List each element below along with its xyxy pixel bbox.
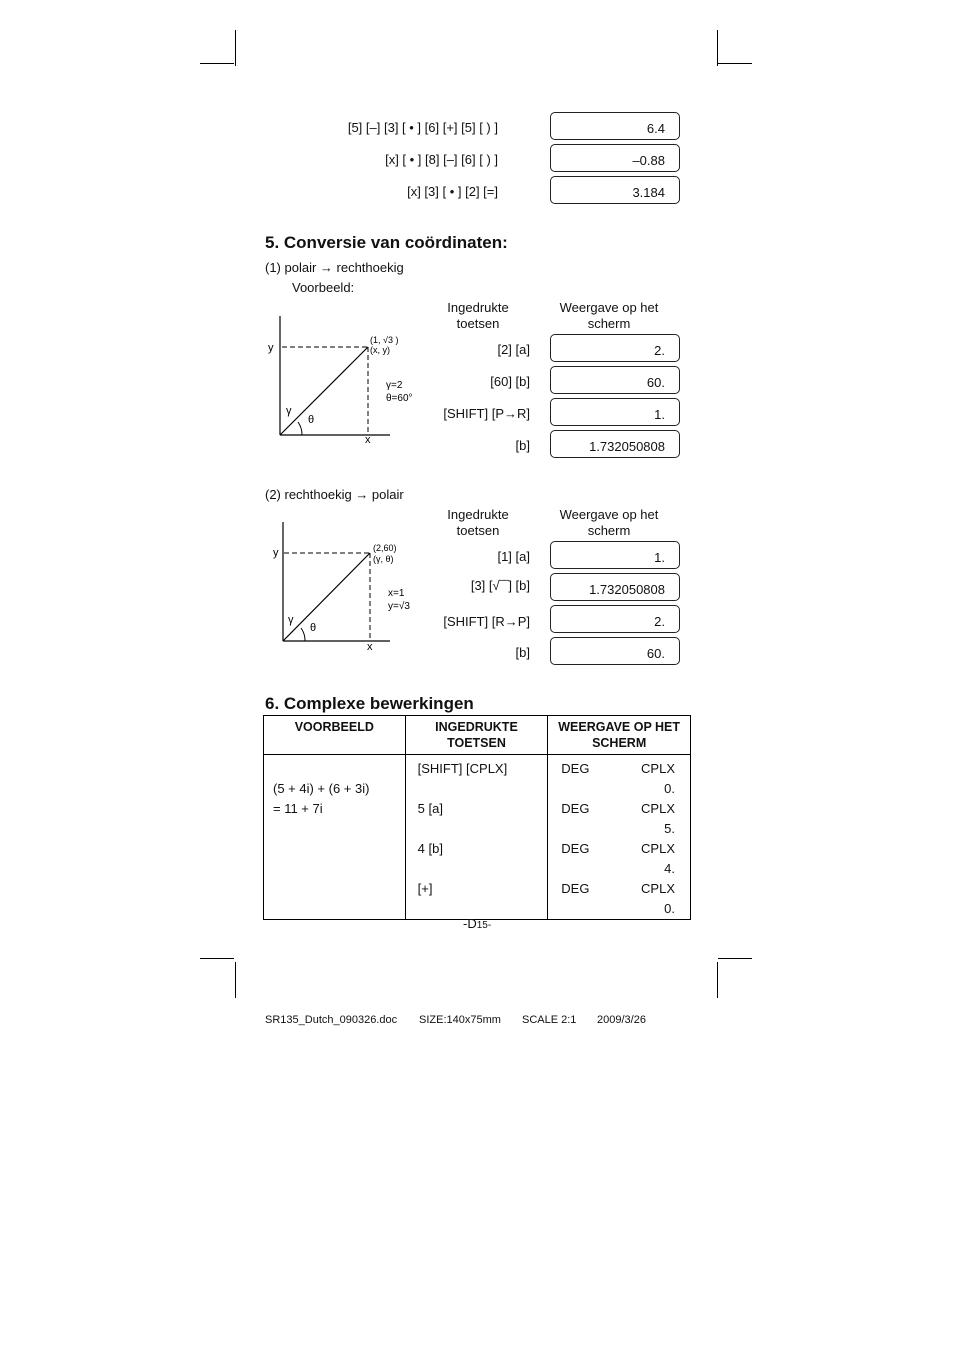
note-label: θ=60° [386, 393, 413, 404]
keys-cell [405, 819, 548, 839]
theta-label: θ [310, 622, 317, 634]
calculator-display: –0.88 [550, 144, 680, 172]
table-row [264, 819, 691, 839]
display-cell: DEG CPLX [548, 755, 691, 780]
crop-mark [718, 958, 752, 959]
theta-label: θ [308, 414, 315, 426]
axis-y-label: y [268, 342, 274, 354]
keys-cell: [SHIFT] [CPLX] [405, 755, 548, 780]
example-cell [264, 899, 406, 920]
example-cell [264, 859, 406, 879]
crop-mark [717, 30, 718, 66]
crop-mark [235, 30, 236, 66]
calculator-display: 2. [550, 605, 680, 633]
example-cell [264, 819, 406, 839]
calculator-display: 1. [550, 398, 680, 426]
example-cell [264, 839, 406, 859]
keys-cell: 4 [b] [405, 839, 548, 859]
gamma-label: γ [286, 405, 292, 417]
calculator-display: 60. [550, 366, 680, 394]
display-cell: DEG CPLX [548, 839, 691, 859]
keys-cell [405, 779, 548, 799]
rect-to-polar-diagram [262, 518, 428, 654]
section-title: 5. Conversie van coördinaten: [265, 233, 508, 252]
table-row [264, 859, 691, 879]
key-sequence: [3] [√‾‾] [b] [470, 578, 530, 593]
header-display: WEERGAVE OP HET SCHERM [548, 716, 691, 755]
calculator-display: 6.4 [550, 112, 680, 140]
display-cell: 0. [548, 899, 691, 920]
column-header-keys: Ingedrukte toetsen [447, 507, 509, 538]
calculator-display: 3.184 [550, 176, 680, 204]
key-sequence: [1] [a] [497, 549, 530, 564]
crop-mark [235, 962, 236, 998]
column-header-display: Weergave op het scherm [559, 507, 659, 538]
axis-x-label: x [367, 641, 373, 653]
footer-scale: SCALE 2:1 [522, 1014, 577, 1026]
gamma-label: γ [288, 614, 294, 626]
key-sequence: [60] [b] [490, 374, 530, 389]
key-sequence: [SHIFT] [R→P] [443, 614, 530, 629]
table-row [264, 799, 691, 819]
column-header-display: Weergave op het scherm [559, 300, 659, 331]
key-sequence: [b] [515, 438, 530, 453]
example-cell: = 11 + 7i [264, 799, 406, 819]
example-cell: (5 + 4i) + (6 + 3i) [264, 779, 406, 799]
axis-x-label: x [365, 434, 371, 446]
key-sequence: [x] [ • ] [8] [–] [6] [ ) ] [385, 152, 498, 167]
key-sequence: [2] [a] [497, 342, 530, 357]
header-keys: INGEDRUKTE TOETSEN [405, 716, 548, 755]
note-label: y=√3 [388, 601, 410, 612]
note-label: x=1 [388, 588, 405, 599]
point-label: (2,60) [373, 543, 397, 553]
crop-mark [200, 958, 234, 959]
keys-cell: 5 [a] [405, 799, 548, 819]
calculator-display: 1.732050808 [550, 573, 680, 601]
calculator-display: 1. [550, 541, 680, 569]
example-cell [264, 879, 406, 899]
crop-mark [200, 63, 234, 64]
table-row [264, 755, 691, 780]
subsection-heading: (2) rechthoekig → polair [265, 487, 404, 502]
table-row [264, 879, 691, 899]
display-cell: DEG CPLX [548, 799, 691, 819]
footer-filename: SR135_Dutch_090326.doc [265, 1014, 398, 1026]
key-sequence: [SHIFT] [P→R] [443, 406, 530, 421]
table-row [264, 779, 691, 799]
point-label: (1, √3 ) [370, 335, 399, 345]
point-label: (γ, θ) [373, 554, 394, 564]
page-number: -D15- [463, 916, 492, 931]
calculator-display: 1.732050808 [550, 430, 680, 458]
key-sequence: [x] [3] [ • ] [2] [=] [407, 184, 498, 199]
column-header-keys: Ingedrukte toetsen [447, 300, 509, 331]
point-label: (x, y) [370, 345, 390, 355]
calculator-display: 60. [550, 637, 680, 665]
crop-mark [717, 962, 718, 998]
note-label: γ=2 [386, 380, 403, 391]
footer-date: 2009/3/26 [597, 1014, 646, 1026]
keys-cell [405, 859, 548, 879]
keys-cell: [+] [405, 879, 548, 899]
key-sequence: [b] [515, 645, 530, 660]
display-cell: DEG CPLX [548, 879, 691, 899]
example-cell [264, 755, 406, 780]
axis-y-label: y [273, 547, 279, 559]
header-example: VOORBEELD [264, 716, 406, 755]
calculator-display: 2. [550, 334, 680, 362]
complex-operations-table [263, 715, 691, 920]
table-row [264, 839, 691, 859]
example-label: Voorbeeld: [292, 280, 355, 295]
crop-mark [718, 63, 752, 64]
polar-to-rect-diagram [262, 312, 428, 448]
key-sequence: [5] [–] [3] [ • ] [6] [+] [5] [ ) ] [347, 120, 498, 135]
display-cell: 0. [548, 779, 691, 799]
section-title: 6. Complexe bewerkingen [265, 694, 474, 713]
display-cell: 5. [548, 819, 691, 839]
footer-size: SIZE:140x75mm [419, 1014, 501, 1026]
display-cell: 4. [548, 859, 691, 879]
subsection-heading: (1) polair → rechthoekig [265, 260, 404, 275]
